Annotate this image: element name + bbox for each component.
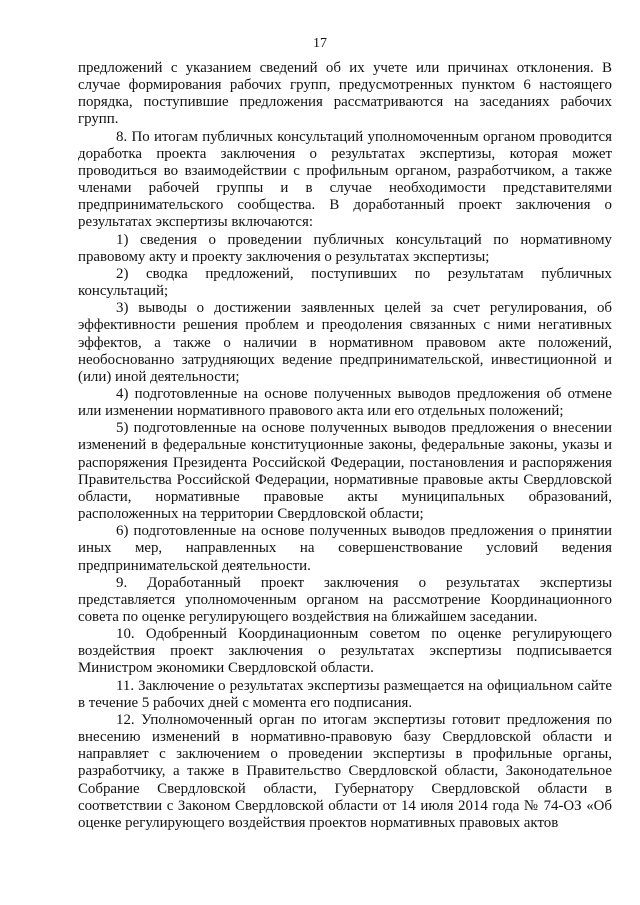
paragraph-continuation: предложений с указанием сведений об их учете или причинах отклонения. В случае формирования рабочих групп, предусмотренных пунктом 6 настоящего порядка, поступившие предложения рассматриваются на заседаниях рабочих групп.	[78, 60, 612, 128]
paragraph-item-11: 11. Заключение о результатах экспертизы размещается на официальном сайте в течение 5 рабочих дней с момента его подписания.	[78, 677, 612, 711]
document-body	[78, 60, 612, 832]
paragraph-item-12: 12. Уполномоченный орган по итогам экспертизы готовит предложения по внесению изменений в нормативно-правовую базу Свердловской области и направляет с заключением о проведении экспертизы в профильные органы, разработчику, а также в Правительство Свердловской области, Законодательное Собрание Свердловской области, Губернатору Свердловской области в соответствии с Законом Свердловской области от 14 июля 2014 года № 74-ОЗ «Об оценке регулирующего воздействия проектов нормативных правовых актов	[78, 711, 612, 831]
paragraph-item-10: 10. Одобренный Координационным советом по оценке регулирующего воздействия проект заключения о результатах экспертизы подписывается Министром экономики Свердловской области.	[78, 626, 612, 677]
paragraph-item-9: 9. Доработанный проект заключения о результатах экспертизы представляется уполномоченным органом на рассмотрение Координационного совета по оценке регулирующего воздействия на ближайшем заседании.	[78, 574, 612, 625]
subitem-1: 1) сведения о проведении публичных консультаций по нормативному правовому акту и проекту заключения о результатах экспертизы;	[78, 231, 612, 265]
page-number: 17	[313, 36, 327, 51]
subitem-6: 6) подготовленные на основе полученных выводов предложения о принятии иных мер, направленных на совершенствование условий ведения предпринимательской деятельности.	[78, 523, 612, 574]
subitem-2: 2) сводка предложений, поступивших по результатам публичных консультаций;	[78, 265, 612, 300]
paragraph-item-8: 8. По итогам публичных консультаций уполномоченным органом проводится доработка проекта заключения о результатах экспертизы, которая может проводиться во взаимодействии с профильным органом, разработчиком, а также членами рабочей группы и в случае необходимости представителями предпринимательского сообщества. В доработанный проект заключения о результатах экспертизы включаются:	[78, 128, 612, 231]
subitem-3: 3) выводы о достижении заявленных целей за счет регулирования, об эффективности решения проблем и преодоления связанных с ними негативных эффектов, а также о наличии в нормативном правовом акте положений, необоснованно затрудняющих ведение предпринимательской, инвестиционной и (или) иной деятельности;	[78, 300, 612, 385]
subitem-5: 5) подготовленные на основе полученных выводов предложения о внесении изменений в федеральные конституционные законы, федеральные законы, указы и распоряжения Президента Российской Федерации, постановления и распоряжения Правительства Российской Федерации, нормативные правовые акты Свердловской области, нормативные правовые акты муниципальных образований, расположенных на территории Свердловской области;	[78, 420, 612, 523]
subitem-4: 4) подготовленные на основе полученных выводов предложения об отмене или изменении нормативного правового акта или его отдельных положений;	[78, 385, 612, 420]
